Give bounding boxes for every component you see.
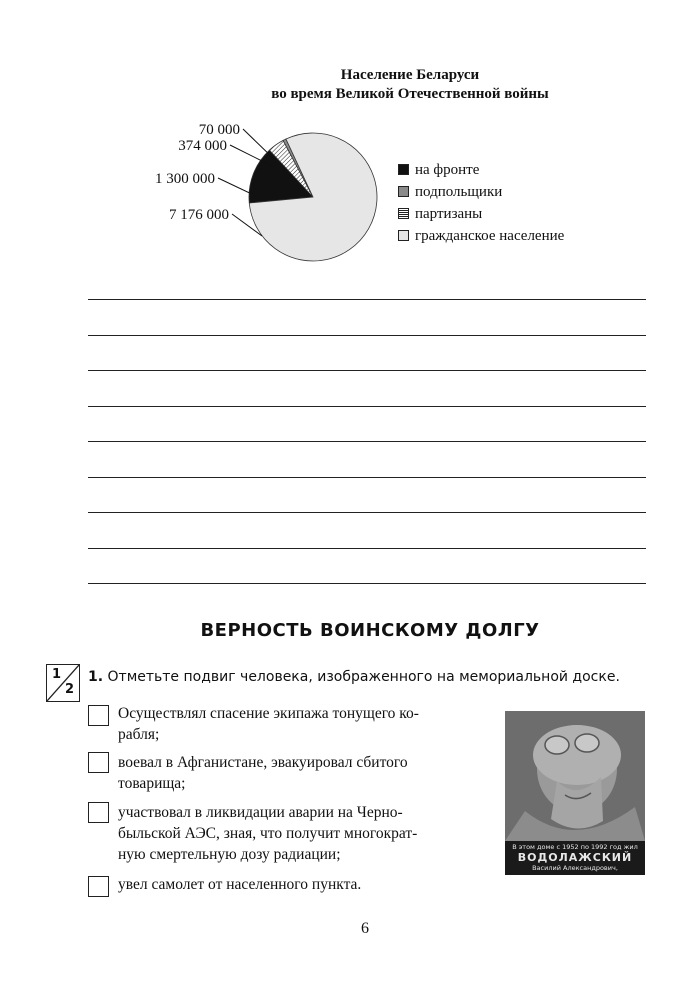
legend-item-3 (398, 204, 482, 224)
option-text-4 (118, 874, 486, 895)
answer-line[interactable] (88, 370, 646, 371)
legend-swatch-4 (398, 230, 409, 241)
plaque-line-1: В этом доме с 1952 по 1992 год жил (512, 843, 638, 851)
option-1-line-2: рабля; (118, 726, 160, 743)
page-number: 6 (361, 920, 369, 937)
badge-bottom-number: 2 (65, 682, 75, 697)
chart-title-line-2: во время Великой Отечественной войны (271, 86, 549, 102)
badge-top-number: 1 (52, 667, 62, 682)
question-number: 1. (88, 669, 104, 685)
plaque-line-3: Василий Александрович, (532, 864, 618, 872)
option-text-1 (118, 703, 486, 745)
option-checkbox-4[interactable] (88, 876, 109, 897)
pie-value-label-4: 7 176 000 (169, 207, 229, 223)
option-checkbox-2[interactable] (88, 752, 109, 773)
legend-swatch-3 (398, 208, 409, 219)
answer-line[interactable] (88, 299, 646, 300)
answer-line[interactable] (88, 583, 646, 584)
option-2-line-2: товарища; (118, 775, 186, 792)
option-text-3 (118, 802, 486, 865)
pie-chart (0, 0, 700, 300)
option-3-line-2: быльской АЭС, зная, что получит многократ- (118, 825, 418, 842)
legend-item-1 (398, 160, 479, 180)
legend-swatch-1 (398, 164, 409, 175)
section-heading: ВЕРНОСТЬ ВОИНСКОМУ ДОЛГУ (200, 620, 540, 641)
option-3-line-1: участвовал в ликвидации аварии на Черно- (118, 804, 403, 821)
question-text (88, 668, 668, 686)
option-2-line-1: воевал в Афганистане, эвакуировал сбитого (118, 754, 408, 771)
chart-title-line-1: Население Беларуси (340, 67, 480, 83)
pie-value-label-3: 374 000 (178, 138, 227, 154)
question-prompt: Отметьте подвиг человека, изображенного на мемориальной доске. (107, 669, 620, 685)
plaque-line-2: ВОДОЛАЖСКИЙ (517, 851, 633, 864)
answer-line[interactable] (88, 477, 646, 478)
answer-line[interactable] (88, 335, 646, 336)
legend-item-2 (398, 182, 502, 202)
option-4-line-1: увел самолет от населенного пункта. (118, 876, 362, 893)
pie-value-label-1: 1 300 000 (155, 171, 215, 187)
option-3-line-3: ную смертельную дозу радиации; (118, 846, 341, 863)
pie-leader-line-2 (243, 129, 275, 160)
pilot-relief-illustration (505, 711, 645, 841)
pie-value-label-2: 70 000 (198, 122, 240, 138)
legend-swatch-2 (398, 186, 409, 197)
answer-line[interactable] (88, 512, 646, 513)
plaque-caption (505, 841, 645, 875)
answer-line[interactable] (88, 441, 646, 442)
legend-label-3: партизаны (415, 206, 483, 222)
option-checkbox-3[interactable] (88, 802, 109, 823)
legend-item-4 (398, 226, 564, 246)
legend-label-2: подпольщики (415, 184, 503, 200)
option-text-2 (118, 752, 486, 794)
option-checkbox-1[interactable] (88, 705, 109, 726)
memorial-plaque-image (505, 711, 645, 875)
legend-label-4: гражданское население (415, 228, 565, 244)
answer-line[interactable] (88, 548, 646, 549)
option-1-line-1: Осуществлял спасение экипажа тонущего ко- (118, 705, 419, 722)
answer-line[interactable] (88, 406, 646, 407)
legend-label-1: на фронте (415, 162, 480, 178)
difficulty-badge (46, 664, 80, 702)
